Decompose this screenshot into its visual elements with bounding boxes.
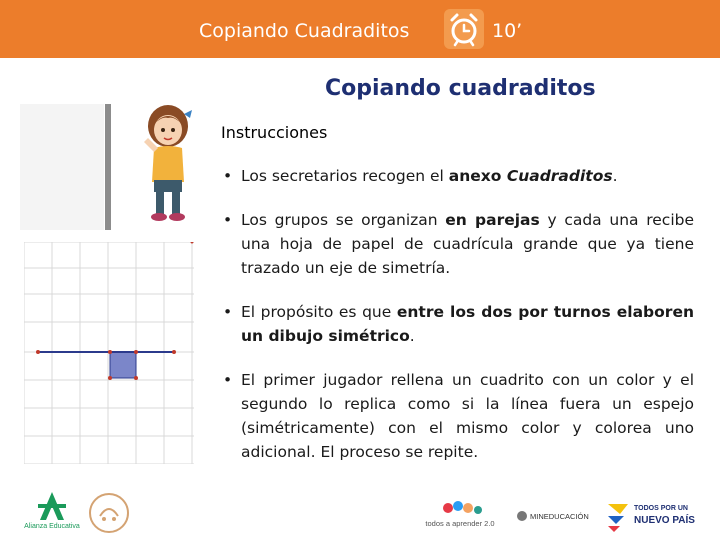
instructions-title: Instrucciones <box>221 123 328 142</box>
svg-text:TODOS POR UN: TODOS POR UN <box>634 505 688 512</box>
svg-text:Alianza Educativa: Alianza Educativa <box>24 523 80 530</box>
svg-text:todos a aprender 2.0: todos a aprender 2.0 <box>425 519 495 528</box>
symmetry-grid-illustration <box>24 242 194 464</box>
header-time: 10’ <box>492 20 523 42</box>
circle-logo <box>88 492 130 534</box>
instruction-item: • El primer jugador rellena un cuadrito con un color y el segundo lo replica como si la línea fuera un espejo (simétricamente) con el mismo color y colorea uno adicional. El proceso se repite. <box>221 368 694 464</box>
instruction-item: • Los secretarios recogen el anexo Cuadraditos. <box>221 164 694 188</box>
svg-text:NUEVO PAÍS: NUEVO PAÍS <box>634 515 695 526</box>
instruction-item: • El propósito es que entre los dos por turnos elaboren un dibujo simétrico. <box>221 300 694 348</box>
header-bar <box>0 0 720 58</box>
alianza-educativa-logo <box>24 490 80 536</box>
todos-a-aprender-logo <box>424 498 496 532</box>
todos-por-un-nuevo-pais-logo <box>604 494 708 534</box>
instructions-list <box>221 164 694 484</box>
alarm-clock-icon <box>444 9 484 49</box>
svg-text:MINEDUCACIÓN: MINEDUCACIÓN <box>530 512 589 521</box>
vertical-divider <box>105 104 111 230</box>
instruction-item: • Los grupos se organizan en parejas y cada una recibe una hoja de papel de cuadrícula grande que ya tiene trazado un eje de simetría. <box>221 208 694 280</box>
header-title: Copiando Cuadraditos <box>199 20 410 42</box>
faint-panel <box>20 104 104 230</box>
mineducacion-logo <box>516 506 592 526</box>
girl-character-illustration <box>138 102 198 226</box>
page-title: Copiando cuadraditos <box>325 76 596 101</box>
